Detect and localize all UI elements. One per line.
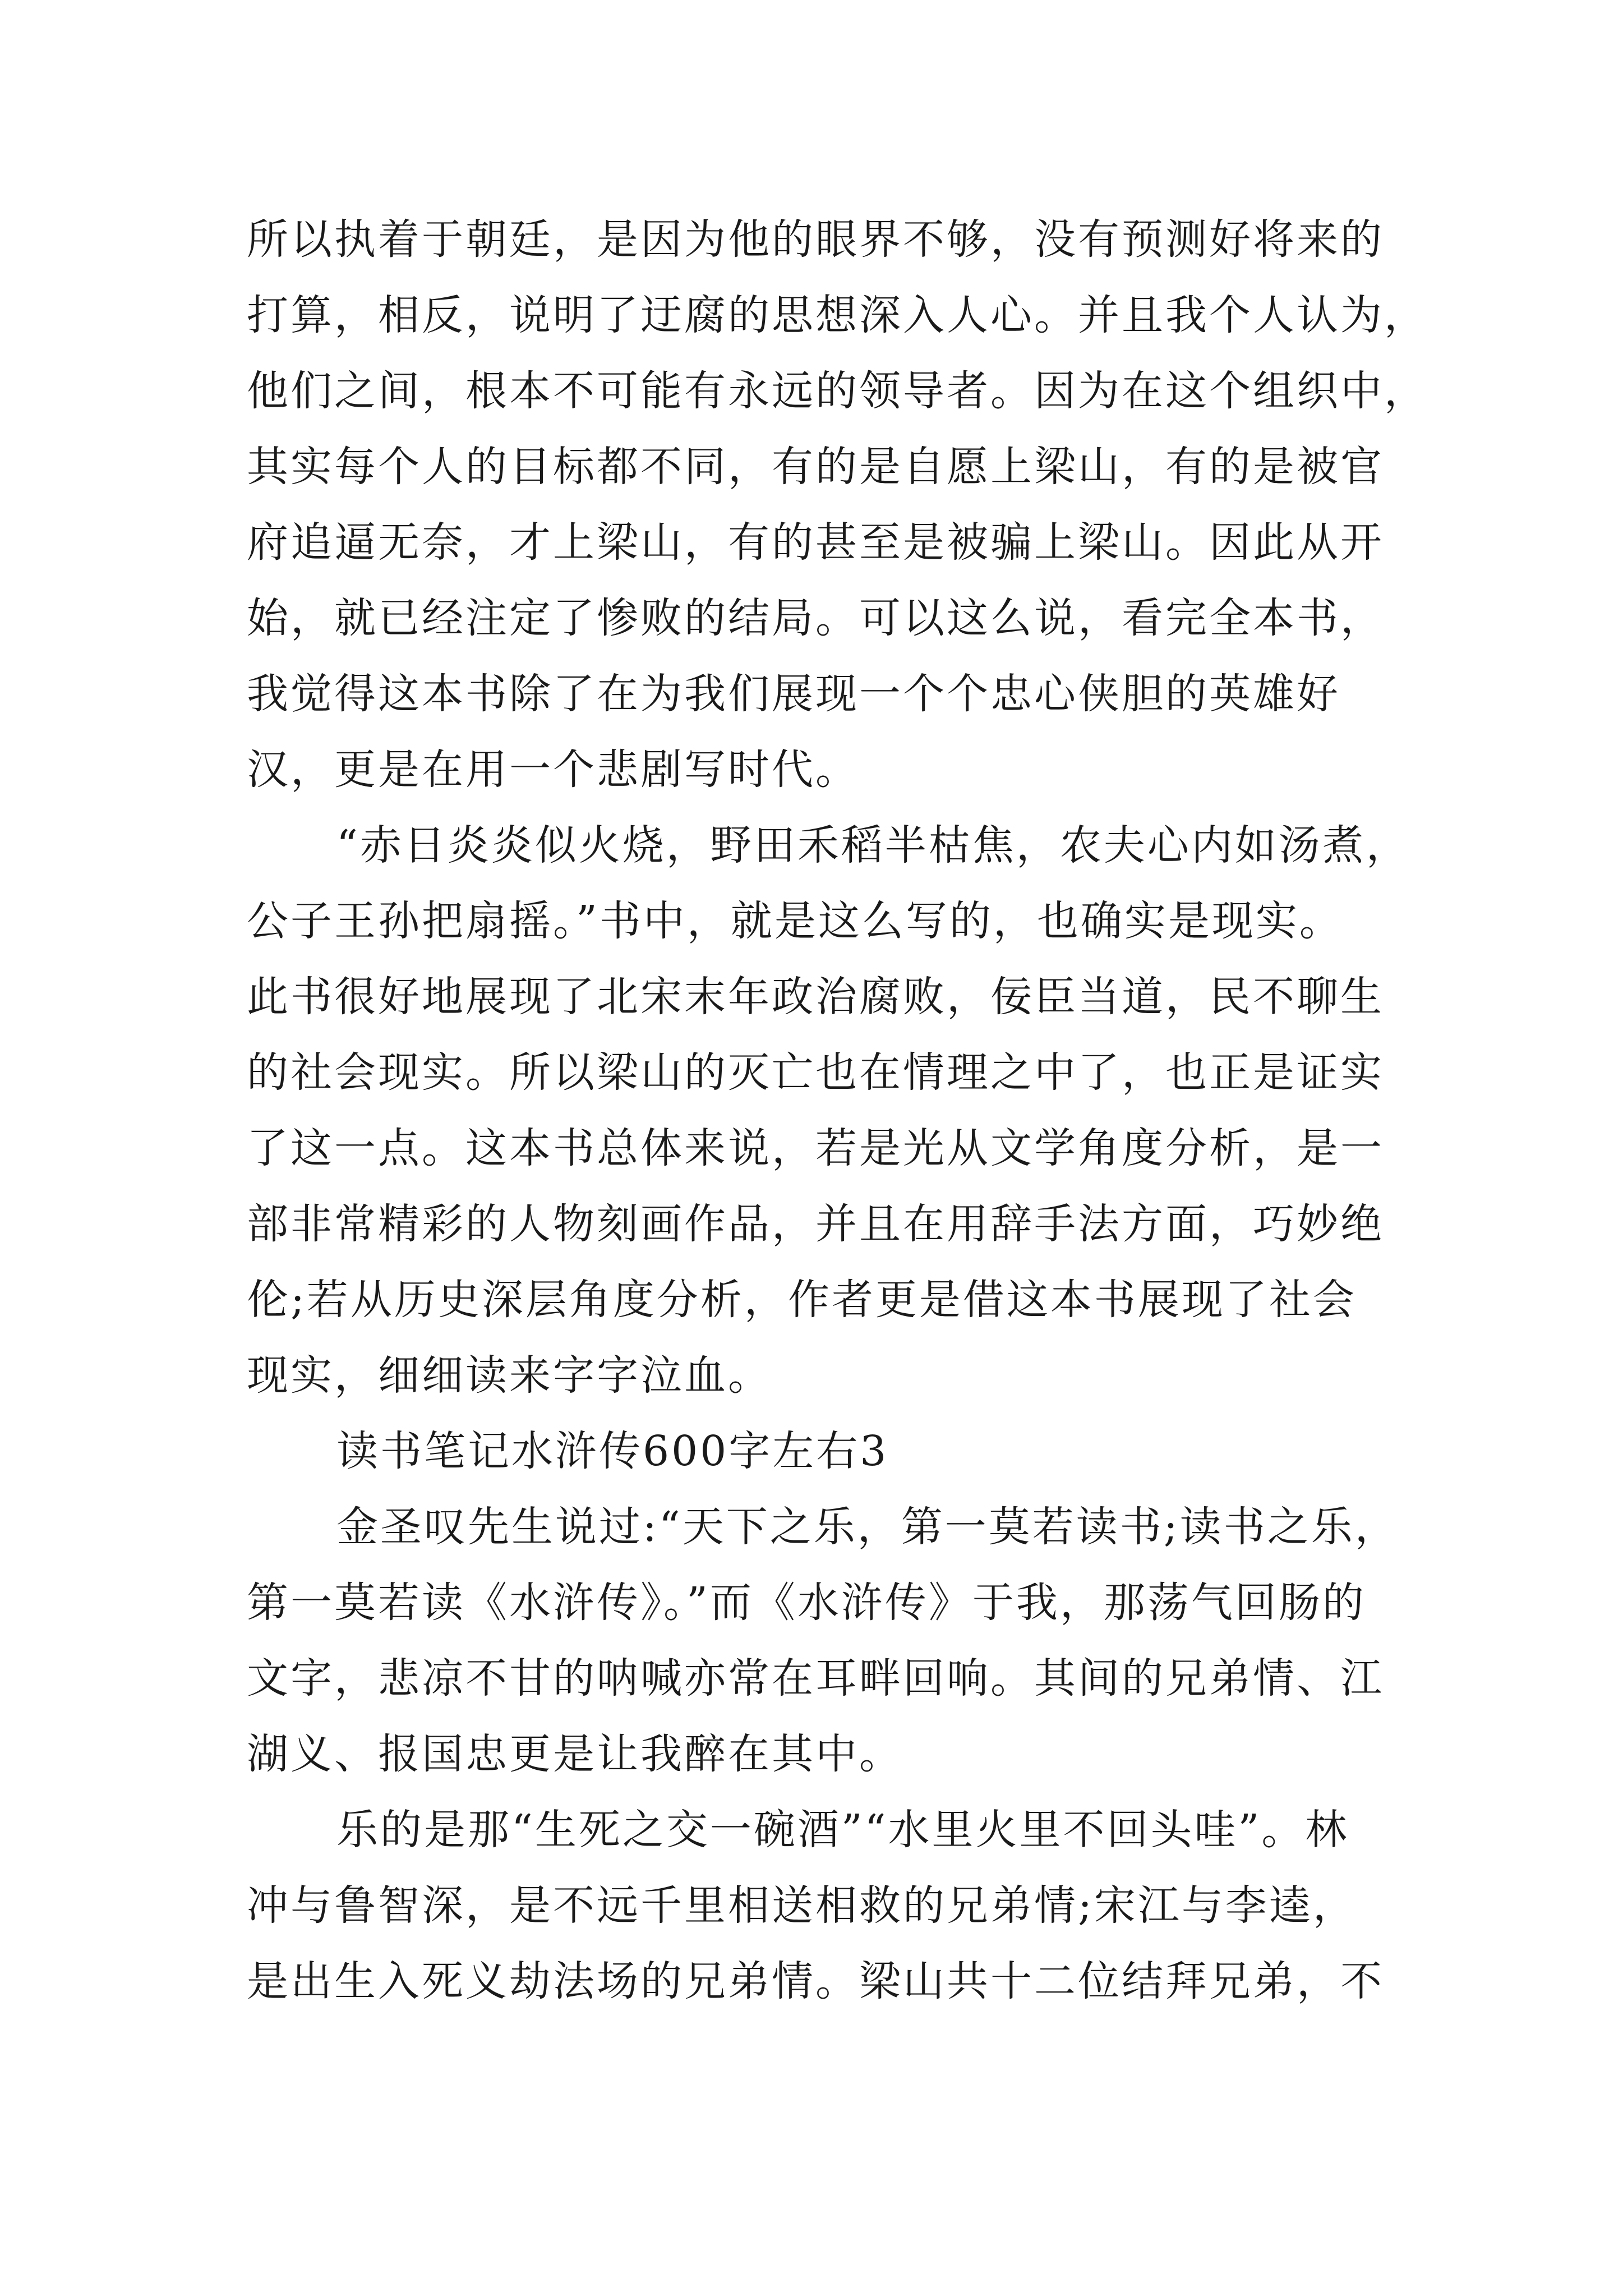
text-line: 他们之间，根本不可能有永远的领导者。因为在这个组织中， xyxy=(247,367,1428,415)
document-body xyxy=(247,202,1428,2019)
text-line: 的社会现实。所以梁山的灭亡也在情理之中了，也正是证实 xyxy=(247,1048,1384,1097)
section-heading: 读书笔记水浒传600字左右3 xyxy=(336,1427,889,1475)
text-line: 所以执着于朝廷，是因为他的眼界不够，没有预测好将来的 xyxy=(247,215,1384,264)
text-line: 了这一点。这本书总体来说，若是光从文学角度分析，是一 xyxy=(247,1124,1384,1172)
text-line: 文字，悲凉不甘的呐喊亦常在耳畔回响。其间的兄弟情、江 xyxy=(247,1654,1384,1703)
paragraph-start-line: 金圣叹先生说过:“天下之乐，第一莫若读书;读书之乐， xyxy=(336,1503,1399,1551)
text-line: 打算，相反，说明了迂腐的思想深入人心。并且我个人认为， xyxy=(247,291,1428,339)
text-line: 始，就已经注定了惨败的结局。可以这么说，看完全本书， xyxy=(247,594,1384,642)
text-line: 我觉得这本书除了在为我们展现一个个忠心侠胆的英雄好 xyxy=(247,670,1340,718)
text-line: 湖义、报国忠更是让我醉在其中。 xyxy=(247,1730,903,1778)
paragraph-start-line: 乐的是那“生死之交一碗酒”“水里火里不回头哇”。林 xyxy=(336,1806,1349,1854)
text-line: 现实，细细读来字字泣血。 xyxy=(247,1351,772,1400)
text-line: 冲与鲁智深，是不远千里相送相救的兄弟情;宋江与李逵， xyxy=(247,1881,1357,1930)
paragraph-start-line: “赤日炎炎似火烧，野田禾稻半枯焦，农夫心内如汤煮， xyxy=(336,821,1410,869)
text-line: 公子王孙把扇摇。”书中，就是这么写的，也确实是现实。 xyxy=(247,897,1343,945)
text-line: 其实每个人的目标都不同，有的是自愿上梁山，有的是被官 xyxy=(247,443,1384,491)
text-line: 是出生入死义劫法场的兄弟情。梁山共十二位结拜兄弟，不 xyxy=(247,1957,1384,2005)
text-line: 部非常精彩的人物刻画作品，并且在用辞手法方面，巧妙绝 xyxy=(247,1200,1384,1248)
text-line: 汉，更是在用一个悲剧写时代。 xyxy=(247,746,859,794)
text-line: 此书很好地展现了北宋末年政治腐败，佞臣当道，民不聊生 xyxy=(247,973,1384,1021)
text-line: 伦;若从历史深层角度分析，作者更是借这本书展现了社会 xyxy=(247,1276,1357,1324)
text-line: 府追逼无奈，才上梁山，有的甚至是被骗上梁山。因此从开 xyxy=(247,518,1384,567)
text-line: 第一莫若读《水浒传》。”而《水浒传》于我，那荡气回肠的 xyxy=(247,1579,1366,1627)
